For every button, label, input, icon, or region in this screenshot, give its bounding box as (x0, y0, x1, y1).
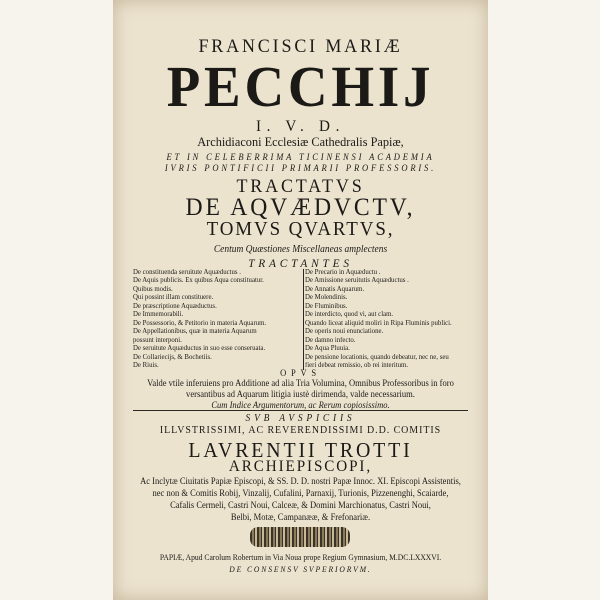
author-line: FRANCISCI MARIÆ (198, 36, 403, 57)
contents-right-column (305, 269, 475, 370)
contents-item: De damno infecto. (305, 336, 356, 344)
author-surname: PECCHIJ (166, 54, 435, 119)
opus-heading: OPVS (280, 368, 321, 378)
opus-line-2: versantibus ad Aquarum litigia iustè dirimenda, valde necessarium. (186, 389, 415, 399)
contents-item: Quando liceat aliquid moliri in Ripa Fluminis publici. (305, 319, 452, 327)
contents-item: possunt interponi. (133, 336, 182, 344)
centum-line: Centum Quæstiones Miscellaneas amplectens (213, 244, 388, 255)
contents-item: De Immemorabili. (133, 311, 184, 319)
divider-rule (133, 410, 468, 411)
imprint-line: PAPIÆ, Apud Carolum Robertum in Via Noua prope Regium Gymnasium, M.DC.LXXXVI. (159, 553, 442, 562)
tractantes-heading: TRACTANTES (248, 256, 353, 270)
contents-item: De Molendinis. (305, 294, 348, 302)
title-page (113, 0, 488, 600)
contents-item: Qui possint illam constituere. (133, 294, 214, 302)
contents-item: De Aqua Pluuia. (305, 345, 350, 353)
imprint-consent: DE CONSENSV SVPERIORVM. (229, 565, 372, 574)
contents-item: De Possessorio, & Petitorio in materia Aquarum. (133, 319, 267, 327)
tractatus-heading: TRACTATVS (236, 176, 365, 197)
dedication-line-3: Cafalis Cermeli, Castri Noui, Calceæ, & Domini Marchionatus, Castri Noui, (170, 500, 431, 510)
contents-item: De Aquis publicis. Ex quibus Aqua constituatur. (133, 277, 264, 285)
contents-item: De præscriptione Aquæductus. (133, 302, 217, 310)
author-degree: I. V. D. (255, 118, 346, 135)
opus-line-1: Valde vtile inferuiens pro Additione ad alia Tria Volumina, Omnibus Professoribus in foro (147, 378, 454, 388)
contents-item: De pensione locationis, quando debeatur, nec ne, seu (305, 353, 449, 361)
contents-item: De Precario in Aquæductu . (305, 269, 381, 276)
dedicatee-title: ARCHIEPISCOPI, (228, 458, 373, 475)
contents-left-column (133, 269, 304, 370)
work-title: DE AQVÆDVCTV, (185, 194, 416, 221)
dedication-line-4: Belbi, Motæ, Campanææ, & Frefonariæ. (230, 512, 371, 522)
dedication-line-1: Ac Inclytæ Ciuitatis Papiæ Episcopi, & SS. D. D. nostri Papæ Innoc. XI. Episcopi Assistentis, (140, 476, 461, 486)
contents-item: fieri debeat remissio, ob rei interitum. (305, 361, 409, 369)
dedication-honorific: ILLVSTRISSIMI, AC REVERENDISSIMI D.D. COMITIS (159, 425, 442, 436)
contents-item: De Fluminibus. (305, 302, 348, 310)
contents-item: De Annatis Aquarum. (305, 285, 365, 293)
academy-line-1: ET IN CELEBERRIMA TICINENSI ACADEMIA (166, 152, 435, 162)
contents-item: De constituenda seruitute Aquæductus . (133, 269, 241, 276)
printer-ornament (250, 527, 350, 547)
contents-item: De Collariecijs, & Bochetiis. (133, 353, 212, 361)
contents-item: De Amissione seruitutis Aquæductus . (305, 277, 409, 285)
contents-item: Quibus modis. (133, 285, 173, 293)
dedicatee-name: LAVRENTII TROTTI (188, 438, 413, 462)
contents-item: De Appellationibus, quæ in materia Aquarum (133, 328, 257, 336)
author-office: Archidiaconi Ecclesiæ Cathedralis Papiæ, (197, 134, 404, 149)
contents-item: De operis noui enunciatione. (305, 328, 384, 336)
contents-item: De interdicto, quod vi, aut clam. (305, 311, 394, 319)
academy-line-2: IVRIS PONTIFICII PRIMARII PROFESSORIS. (164, 163, 437, 173)
dedication-line-2: nec non & Comitis Robij, Vinzalij, Cufalini, Parnaxij, Turionis, Pizzenenghi, Scaiarde, (152, 488, 449, 498)
volume-label: TOMVS QVARTVS, (206, 218, 395, 240)
contents-columns (133, 269, 473, 369)
auspices-heading: SVB AVSPICIIS (245, 413, 356, 424)
index-line: Cum Indice Argumentorum, ac Rerum copiosissimo. (211, 400, 390, 410)
contents-item: De seruitute Aquæductus in suo esse conseruata. (133, 345, 266, 353)
contents-item: De Riuis. (133, 361, 159, 369)
